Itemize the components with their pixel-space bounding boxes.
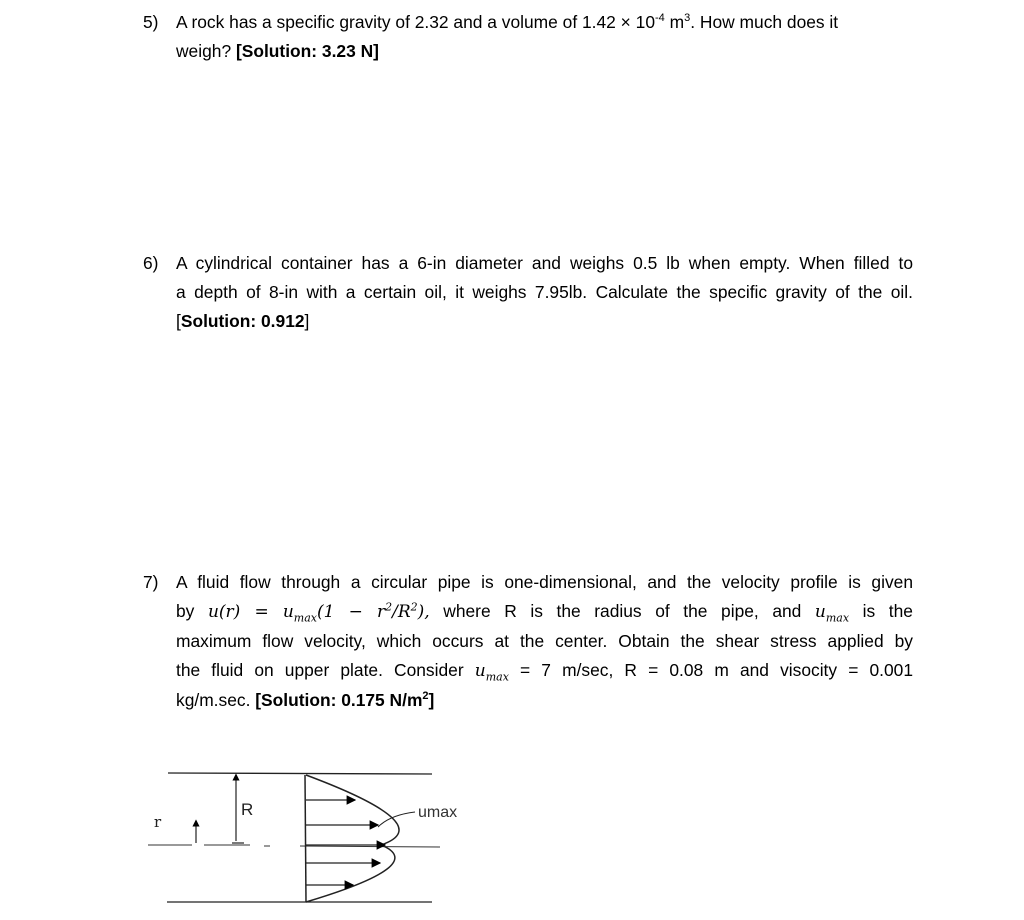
exponent: 2: [422, 690, 429, 703]
problem-line: [176, 307, 913, 336]
bracket: [: [176, 311, 181, 331]
problem-line: maximum flow velocity, which occurs at the center. Obtain the shear stress applied by: [176, 631, 913, 651]
problem-number: 5): [143, 12, 159, 32]
eq-part: ),: [417, 602, 430, 622]
bracket: ]: [428, 690, 435, 710]
problem-line: [176, 37, 913, 66]
symbol-subscript: max: [825, 611, 850, 625]
problem-line: a depth of 8-in with a certain oil, it weighs 7.95lb. Calculate the specific gravity of the oil.: [176, 282, 913, 302]
solution: [Solution: 3.23 N]: [235, 41, 379, 61]
problem-line: [176, 8, 913, 37]
symbol-subscript: max: [485, 670, 509, 684]
exponent: 3: [684, 12, 691, 25]
text-segment: by: [176, 601, 208, 621]
exponent: -4: [655, 12, 665, 25]
problem-text: [176, 8, 913, 66]
eq-exponent: 2: [385, 600, 393, 614]
symbol-base: u: [814, 602, 826, 622]
eq-subscript: max: [293, 611, 317, 625]
eq-part: /R: [392, 602, 411, 622]
text-segment: m: [664, 12, 685, 32]
text-segment: = 7 m/sec, R = 0.08 m and visocity = 0.001: [520, 660, 913, 680]
umax-label: umax: [418, 804, 458, 821]
pipe-flow-figure: [140, 765, 490, 915]
profile-base: [305, 775, 306, 902]
umax-symbol: [474, 661, 509, 684]
bracket: ]: [304, 311, 310, 331]
solution: [255, 690, 434, 710]
velocity-equation: [207, 600, 430, 625]
velocity-parabola: [306, 775, 399, 902]
r-label: r: [154, 813, 162, 831]
pipe-flow-sketch: [140, 765, 490, 915]
problem-line: A cylindrical container has a 6-in diameter and weighs 0.5 lb when empty. When filled to: [176, 253, 913, 273]
problem-number: 7): [143, 572, 159, 592]
umax-symbol: [814, 602, 850, 625]
problem-number: 6): [143, 253, 159, 273]
text-segment: A rock has a specific gravity of 2.32 and a volume of 1.42 × 10: [176, 12, 656, 32]
problem-line: [176, 597, 913, 627]
umax-leader: [378, 812, 415, 827]
problem-text: [176, 568, 913, 715]
eq-exponent: 2: [410, 600, 418, 614]
centerline: [148, 845, 440, 847]
problem-5: [143, 8, 913, 66]
text-segment: weigh?: [176, 41, 236, 61]
text-segment: is the: [862, 601, 913, 621]
problem-line: A fluid flow through a circular pipe is one-dimensional, and the velocity profile is given: [176, 572, 913, 592]
text-segment: where R is the radius of the pipe, and: [443, 601, 815, 621]
eq-part: (1 − r: [317, 602, 386, 622]
radius-label: R: [241, 800, 254, 819]
problem-6: [143, 249, 913, 336]
symbol-base: u: [474, 661, 486, 681]
solution: Solution: 0.912: [180, 311, 305, 331]
eq-part: u(r) = u: [207, 602, 294, 622]
upper-wall: [168, 773, 432, 774]
text-segment: . How much does it: [690, 12, 839, 32]
text-segment: the fluid on upper plate. Consider: [176, 660, 475, 680]
problem-line: [176, 656, 913, 686]
text-segment: kg/m.sec.: [176, 690, 256, 710]
problem-text: [176, 249, 913, 336]
problem-line: [176, 686, 913, 715]
solution-text: [Solution: 0.175 N/m: [255, 690, 423, 710]
problem-7: [143, 568, 913, 715]
